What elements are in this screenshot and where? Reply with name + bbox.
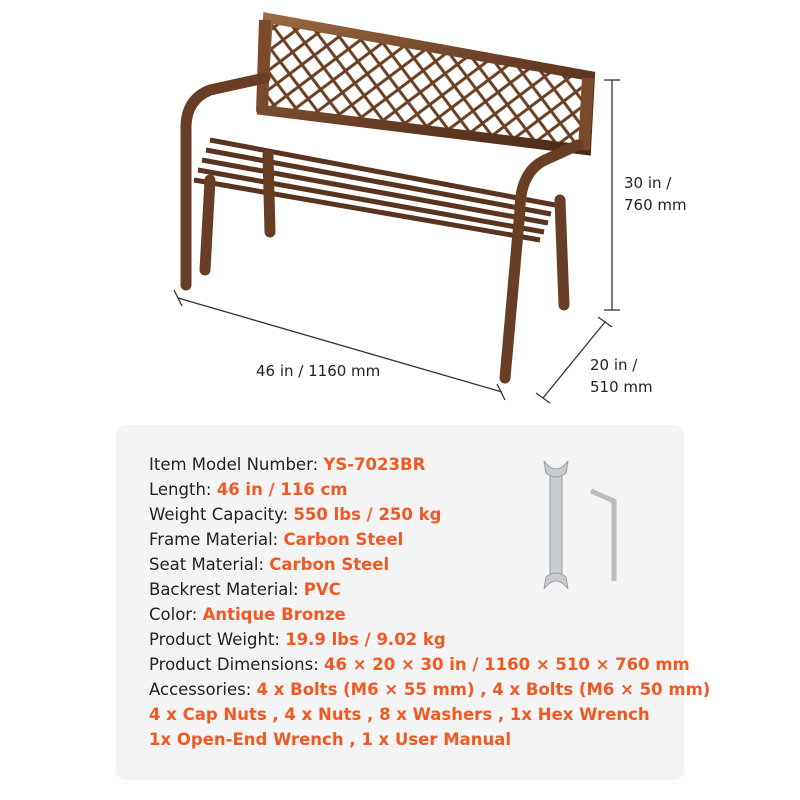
depth-dimension: [590, 354, 653, 398]
spec-accessories-cont-2: [149, 730, 511, 750]
spec-value: YS-7023BR: [323, 455, 426, 474]
spec-value: 550 lbs / 250 kg: [293, 505, 442, 524]
spec-key: Product Dimensions:: [149, 655, 324, 674]
spec-value: 19.9 lbs / 9.02 kg: [285, 630, 446, 649]
spec-key: Seat Material:: [149, 555, 270, 574]
spec-seat-material: [149, 555, 389, 575]
bench-backrest: [262, 18, 590, 150]
spec-value: Carbon Steel: [269, 555, 390, 574]
spec-key: Product Weight:: [149, 630, 286, 649]
height-dimension-line2: 760 mm: [624, 196, 687, 214]
spec-key: Frame Material:: [149, 530, 284, 549]
spec-frame-material: [149, 530, 403, 550]
spec-color: [149, 605, 346, 625]
spec-key: Item Model Number:: [149, 455, 324, 474]
open-end-wrench-icon: [544, 461, 568, 589]
spec-accessories: [149, 680, 710, 700]
spec-value: Carbon Steel: [283, 530, 404, 549]
height-dimension-line1: 30 in /: [624, 174, 672, 192]
spec-key: Backrest Material:: [149, 580, 304, 599]
specs-panel: [116, 425, 711, 780]
spec-key: Accessories:: [149, 680, 257, 699]
spec-length: [149, 480, 348, 500]
depth-dimension-line2: 510 mm: [590, 378, 653, 396]
spec-key: Weight Capacity:: [149, 505, 294, 524]
spec-backrest-material: [149, 580, 341, 600]
bench-seat: [194, 140, 555, 240]
spec-value: Antique Bronze: [202, 605, 346, 624]
depth-dimension-line1: 20 in /: [590, 356, 638, 374]
spec-value: 4 x Bolts (M6 × 55 mm) , 4 x Bolts (M6 × 50 mm): [256, 680, 711, 699]
spec-product-weight: [149, 630, 446, 650]
spec-value: PVC: [303, 580, 341, 599]
height-dimension: [624, 172, 687, 216]
spec-value: 46 in / 116 cm: [216, 480, 348, 499]
spec-accessories-cont-1: [149, 705, 650, 725]
tools-image: [536, 455, 636, 595]
spec-value: 46 × 20 × 30 in / 1160 × 510 × 760 mm: [324, 655, 690, 674]
hex-wrench-icon: [591, 491, 614, 581]
spec-key: Color:: [149, 605, 203, 624]
spec-model: [149, 455, 425, 475]
spec-product-dimensions: [149, 655, 690, 675]
spec-key: Length:: [149, 480, 217, 499]
spec-weight-capacity: [149, 505, 441, 525]
spec-value: 1x Open-End Wrench , 1 x User Manual: [149, 730, 512, 749]
spec-value: 4 x Cap Nuts , 4 x Nuts , 8 x Washers , 1x Hex Wrench: [149, 705, 650, 724]
width-dimension: 46 in / 1160 mm: [256, 362, 381, 380]
